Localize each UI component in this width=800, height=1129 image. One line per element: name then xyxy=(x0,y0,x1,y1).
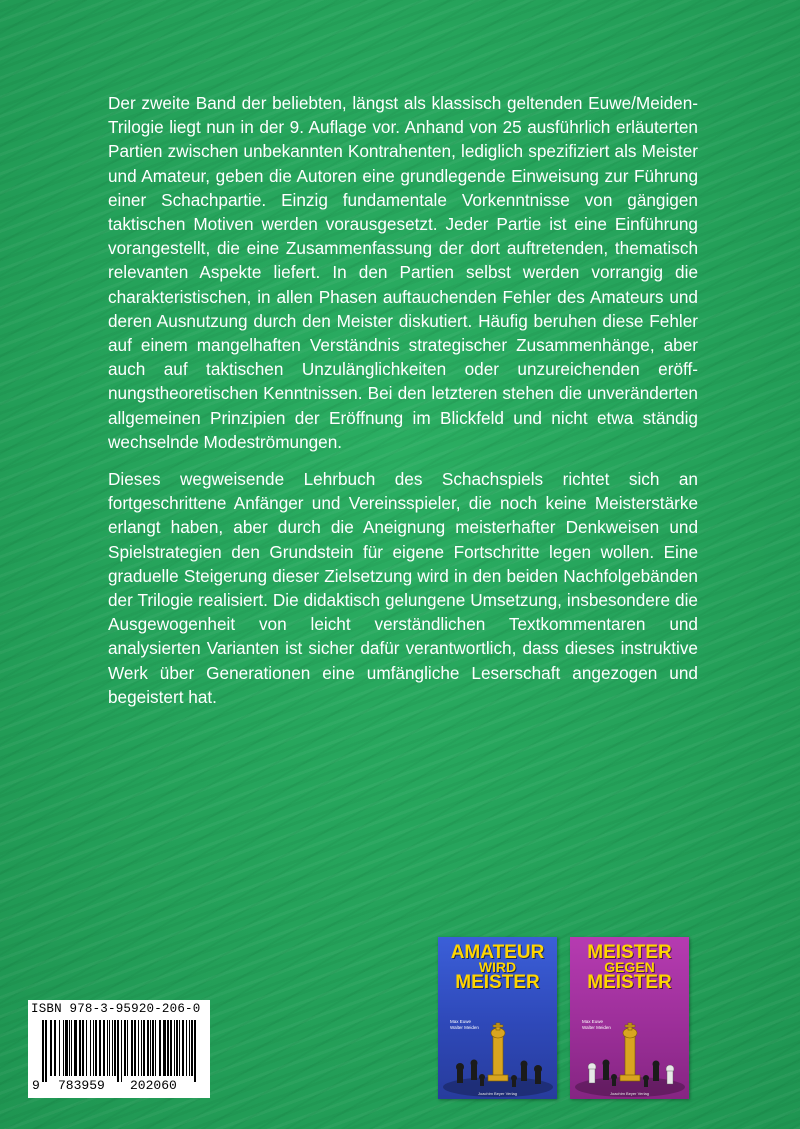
isbn-barcode xyxy=(28,1000,210,1098)
barcode-bar xyxy=(42,1020,44,1082)
barcode-bar xyxy=(176,1020,178,1076)
barcode-bar xyxy=(79,1020,81,1076)
barcode-bar xyxy=(65,1020,68,1076)
book-title xyxy=(570,942,689,993)
book-publisher: Joachim Beyer Verlag xyxy=(478,1091,517,1096)
blurb-paragraph-1: Der zweite Band der beliebten, längst als klassisch geltenden Euwe/Meiden-Trilogie liegt nun in der 9. Auflage vor. Anhand von 25 ausführlich erläuterten Partien zwischen unbekannten Kontrahenten, lediglich spezifiziert als Meister und Amateur, geben die Autoren eine grundlegende Einweisung zur Führung einer Schachpartie. Einzig fundamentale Vorkenntnisse von gängigen taktischen Motiven werden vorausgesetzt. Jeder Partie ist eine Einführung vorangestellt, die eine Zusammenfassung der dort auftretenden, thematisch relevanten Aspekte liefert. In den Partien selbst werden vorrangig die charakteristischen, in allen Phasen auftauchenden Fehler des Amateurs und deren Ausnutzung durch den Meister diskutiert. Häufig beruhen diese Fehler auf einem mangelhaften Verständnis strategischer Zusammenhänge, aber auch auf taktischen Unzulänglichkeiten oder unzureichenden eröffnungstheoretischen Kenntnissen. Bei den letzteren stehen die unveränderten allgemeinen Prinzipien der Eröffnung im Blickfeld und nicht etwa ständig wechselnde Modeströmungen. xyxy=(108,93,698,452)
barcode-bar xyxy=(109,1020,110,1076)
barcode-bar xyxy=(45,1020,47,1082)
barcode-bar xyxy=(95,1020,97,1076)
book-author: Walter Meiden xyxy=(582,1025,611,1030)
book-cover-amateur-wird-meister xyxy=(438,937,557,1099)
book-title-line-2: GEGEN xyxy=(604,959,655,975)
barcode-bar xyxy=(86,1020,87,1076)
book-title-line-1: AMATEUR xyxy=(450,942,545,963)
barcode-bar xyxy=(54,1020,56,1076)
barcode-bar xyxy=(159,1020,161,1076)
book-title-line-3: MEISTER xyxy=(455,972,540,993)
barcode-bar xyxy=(103,1020,105,1076)
barcode-bar xyxy=(107,1020,108,1076)
book-title xyxy=(438,942,557,993)
barcode-bar xyxy=(50,1020,52,1076)
barcode-bar xyxy=(179,1020,180,1076)
book-publisher: Joachim Beyer Verlag xyxy=(610,1091,649,1096)
barcode-bar xyxy=(167,1020,169,1076)
barcode-digit-first: 9 xyxy=(32,1078,40,1093)
barcode-bar xyxy=(138,1020,139,1076)
barcode-digits-right: 202060 xyxy=(130,1078,177,1093)
book-author: Max Euwe xyxy=(450,1019,472,1024)
barcode-bars xyxy=(28,1000,210,1098)
back-cover-blurb xyxy=(108,91,698,709)
barcode-bar xyxy=(93,1020,94,1076)
barcode-bar xyxy=(134,1020,136,1076)
barcode-bar xyxy=(194,1020,196,1082)
book-cover-meister-gegen-meister xyxy=(570,937,689,1099)
book-author: Walter Meiden xyxy=(450,1025,479,1030)
barcode-bar xyxy=(117,1020,119,1082)
book-title-line-2: WIRD xyxy=(478,959,517,975)
barcode-bar xyxy=(141,1020,142,1076)
barcode-bar xyxy=(152,1020,154,1076)
barcode-bar xyxy=(63,1020,64,1076)
barcode-bar xyxy=(155,1020,156,1076)
book-title-line-3: MEISTER xyxy=(587,972,672,993)
barcode-bar xyxy=(99,1020,101,1076)
barcode-bar xyxy=(147,1020,149,1076)
barcode-bar xyxy=(124,1020,126,1076)
book-title-line-1: MEISTER xyxy=(587,942,672,963)
barcode-digits-left: 783959 xyxy=(58,1078,105,1093)
barcode-bar xyxy=(143,1020,145,1076)
book-authors xyxy=(450,1019,479,1031)
barcode-bar xyxy=(112,1020,113,1076)
barcode-bar xyxy=(59,1020,60,1076)
barcode-bar xyxy=(163,1020,166,1076)
book-authors xyxy=(582,1019,611,1031)
barcode-bar xyxy=(189,1020,190,1076)
barcode-bar xyxy=(174,1020,175,1076)
barcode-bar xyxy=(114,1020,116,1076)
barcode-bar xyxy=(71,1020,72,1076)
barcode-bar xyxy=(82,1020,84,1076)
barcode-bar xyxy=(150,1020,151,1076)
barcode-bar xyxy=(74,1020,77,1076)
isbn-label: ISBN 978-3-95920-206-0 xyxy=(31,1002,201,1016)
barcode-bar xyxy=(182,1020,184,1076)
blurb-paragraph-2: Dieses wegweisende Lehrbuch des Schachspiels richtet sich an fortgeschrittene Anfänger und Vereinsspieler, die noch keine Meisterstärke erlangt haben, aber durch die Aneignung meisterhafter Denkweisen und Spielstrategien den Grundstein für eigene Fortschritte legen wollen. Eine graduelle Steigerung dieser Zielsetzung wird in den beiden Nachfolgebänden der Trilogie realisiert. Die didaktisch gelungene Umsetzung, insbesondere die Ausgewogenheit von leicht verständlichen Textkommentaren und analysierten Varianten ist sicher dafür verantwortlich, dass dieses instruktive Werk über Generationen eine umfängliche Leserschaft angezogen und begeistert hat. xyxy=(108,469,698,707)
barcode-bar xyxy=(127,1020,128,1076)
barcode-bar xyxy=(170,1020,172,1076)
barcode-bar xyxy=(90,1020,91,1076)
barcode-bar xyxy=(121,1020,122,1082)
barcode-bar xyxy=(186,1020,187,1076)
barcode-bar xyxy=(131,1020,133,1076)
barcode-bar xyxy=(191,1020,193,1076)
book-author: Max Euwe xyxy=(582,1019,604,1024)
barcode-bar xyxy=(69,1020,70,1076)
